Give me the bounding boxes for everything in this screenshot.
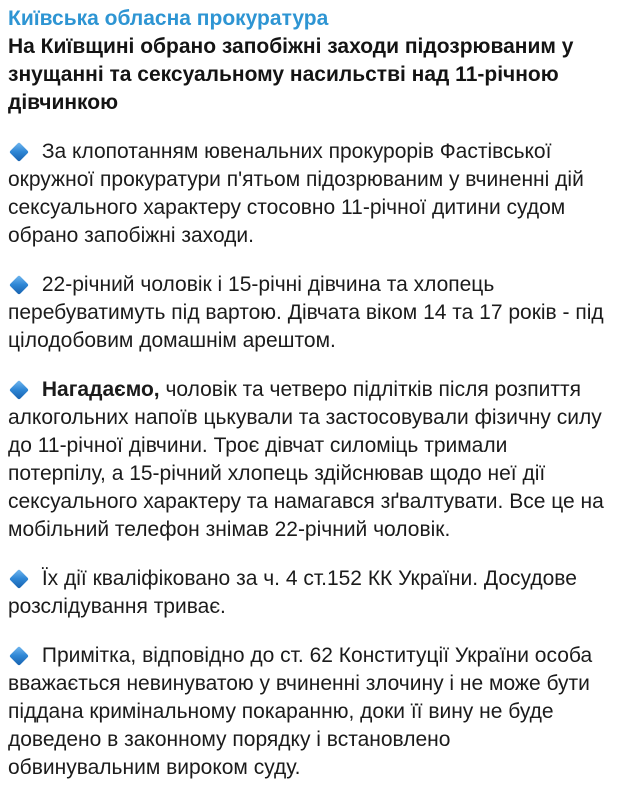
post-paragraph — [8, 565, 605, 621]
blue-diamond-icon — [9, 142, 29, 162]
post-paragraph — [8, 642, 605, 782]
channel-name[interactable]: Київська обласна прокуратура — [8, 7, 329, 30]
blue-diamond-icon — [9, 646, 29, 666]
post-title: На Київщині обрано запобіжні заходи підозрюваним у знущанні та сексуальному насильстві над 11-річною дівчинкою — [8, 35, 574, 114]
paragraph-text: чоловік та четверо підлітків після розпиття алкогольних напоїв цькували та застосовували фізичну силу до 11-річної дівчини. Троє дівчат силоміць тримали потерпілу, а 15-річний хлопець здійснював щодо неї дії сексуального характеру та намагався зґвалтувати. Все це на мобільний телефон знімав 22-річний чоловік. — [8, 378, 604, 541]
post-paragraph — [8, 376, 605, 544]
paragraph-text: За клопотанням ювенальних прокурорів Фастівської окружної прокуратури п'ятьом підозрюваним у вчиненні дій сексуального характеру стосовно 11-річної дитини судом обрано запобіжні заходи. — [8, 140, 584, 247]
post-paragraph — [8, 138, 605, 250]
post-paragraph — [8, 271, 605, 355]
paragraph-bold-text: Нагадаємо, — [41, 378, 160, 401]
blue-diamond-icon — [9, 569, 29, 589]
paragraph-text: Їх дії кваліфіковано за ч. 4 ст.152 КК України. Досудове розслідування триває. — [8, 567, 577, 618]
blue-diamond-icon — [9, 275, 29, 295]
blue-diamond-icon — [9, 380, 29, 400]
paragraph-text: 22-річний чоловік і 15-річні дівчина та хлопець перебуватимуть під вартою. Дівчата віком 14 та 17 років - під цілодобовим домашнім арештом. — [8, 273, 604, 352]
paragraph-text: Примітка, відповідно до ст. 62 Конституції України особа вважається невинуватою у вчиненні злочину і не може бути піддана кримінальному покаранню, доки її вину не буде доведено в законному порядку і встановлено обвинувальним вироком суду. — [8, 644, 593, 779]
